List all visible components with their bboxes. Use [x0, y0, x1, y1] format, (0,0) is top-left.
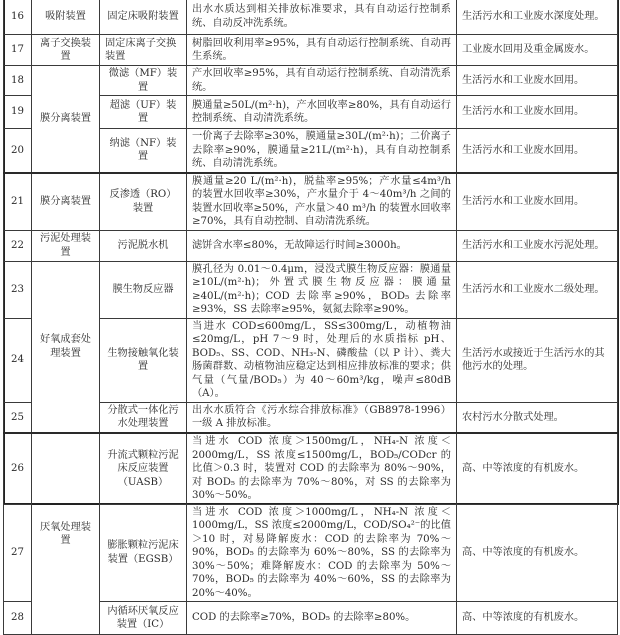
- application-cell: 高、中等浓度的有机废水。: [457, 433, 618, 504]
- category-cell: 好氧成套处理装置: [32, 261, 100, 433]
- requirement-cell: COD 的去除率≥70%，BOD₅ 的去除率≥80%。: [187, 602, 457, 635]
- requirement-cell: 膜通量≥50L/(m²·h)，产水回收率≥80%，具有自动运行控制系统、自动清洗系统。: [187, 96, 457, 129]
- device-cell: 膨胀颗粒污泥床装置（EGSB）: [100, 504, 187, 602]
- requirement-cell: 产水回收率≥95%，具有自动运行控制系统、自动清洗系统。: [187, 66, 457, 96]
- requirement-cell: 当进水 COD 浓度＞1500mg/L，NH₄-N 浓度＜2000mg/L，SS 浓度≤1500mg/L，BOD₅/CODcr 的比值＞0.3 时，装置对 COD 的去除率为 80%～90%，对 BOD₅ 的去除率为 70%～80%，对 SS 的去除率为 30%～50%。: [187, 433, 457, 504]
- device-cell: 污泥脱水机: [100, 230, 187, 261]
- device-cell: 超滤（UF）装置: [100, 96, 187, 129]
- device-cell: 内循环厌氧反应装置（IC）: [100, 602, 187, 635]
- row-number: 21: [4, 173, 32, 231]
- application-cell: 生活污水和工业废水回用。: [457, 96, 618, 129]
- row-number: 26: [4, 433, 32, 504]
- row-number: 17: [4, 35, 32, 66]
- category-cell: 污泥处理装置: [32, 230, 100, 261]
- requirement-cell: 出水水质符合《污水综合排放标准》（GB8978-1996）一级 A 排放标准。: [187, 402, 457, 433]
- application-cell: 高、中等浓度的有机废水。: [457, 504, 618, 602]
- device-cell: 固定床吸附装置: [100, 0, 187, 35]
- table-row: [4, 0, 618, 35]
- row-number: 25: [4, 402, 32, 433]
- row-number: 27: [4, 504, 32, 602]
- row-number: 18: [4, 66, 32, 96]
- requirement-cell: 膜通量≥20 L/(m²·h)，脱盐率≥95%；产水量≤4m³/h 的装置水回收率≥30%，产水量介于 4～40m³/h 之间的装置水回收率≥50%，产水量＞40 m³/h 的装置水回收率≥70%，具有自动控制、自动清洗系统。: [187, 173, 457, 231]
- requirement-cell: 当进水 COD 浓度＞1000mg/L，NH₄-N 浓度＜1000mg/L，SS 浓度≤2000mg/L，COD/SO₄²⁻的比值＞10 时，对易降解废水：COD 的去除率为 70%～90%，BOD₅ 的去除率为 60%～80%，SS 的去除率为 30%～50%；难降解废水：COD 的去除率为 50%～70%，BOD₅ 的去除率为 40%～60%，SS 的去除率为 20%～40%。: [187, 504, 457, 602]
- application-cell: 生活污水和工业废水深度处理。: [457, 0, 618, 35]
- table-row: [4, 173, 618, 231]
- application-cell: 工业废水回用及重金属废水。: [457, 35, 618, 66]
- category-cell: 吸附装置: [32, 0, 100, 35]
- application-cell: 高、中等浓度的有机废水。: [457, 602, 618, 635]
- application-cell: 生活污水和工业废水污泥处理。: [457, 230, 618, 261]
- requirement-cell: 树脂回收利用率≥95%，具有自动运行控制系统、自动再生系统。: [187, 35, 457, 66]
- requirement-cell: 当进水 COD≤600mg/L，SS≤300mg/L，动植物油≤20mg/L，pH 7～9 时，处理后的水质指标 pH、BOD₅、SS、COD、NH₃-N、磷酸盐（以 P 计）、粪大肠菌群数、动植物油应稳定达到相应排放标准的要求；供气量（气量/BOD₅）为 40～60m³/kg，噪声≤80dB（A）。: [187, 318, 457, 402]
- row-number: 28: [4, 602, 32, 635]
- requirement-cell: 一价离子去除率≥30%，膜通量≥30L/(m²·h)；二价离子去除率≥90%，膜通量≥21L/(m²·h)，具有自动控制系统、自动清洗系统。: [187, 129, 457, 173]
- table-row: [4, 261, 618, 318]
- device-cell: 升流式颗粒污泥床反应装置（UASB）: [100, 433, 187, 504]
- application-cell: 农村污水分散式处理。: [457, 402, 618, 433]
- requirement-cell: 膜孔径为 0.01～0.4μm，浸没式膜生物反应器：膜通量≥10L/(m²·h)；外置式膜生物反应器：膜通量≥40L/(m²·h)；COD 去除率≥90%，BOD₅ 去除率≥93%，SS 去除率≥95%，氨氮去除率≥90%。: [187, 261, 457, 318]
- row-number: 24: [4, 318, 32, 402]
- device-cell: 微滤（MF）装置: [100, 66, 187, 96]
- row-number: 23: [4, 261, 32, 318]
- table-row: [4, 35, 618, 66]
- category-cell: 离子交换装置: [32, 35, 100, 66]
- application-cell: 生活污水和工业废水回用。: [457, 129, 618, 173]
- device-cell: 纳滤（NF）装置: [100, 129, 187, 173]
- requirement-cell: 滤饼含水率≤80%，无故障运行时间≥3000h。: [187, 230, 457, 261]
- application-cell: 生活污水和工业废水二级处理。: [457, 261, 618, 318]
- category-cell: 膜分离装置: [32, 173, 100, 231]
- category-cell: 膜分离装置: [32, 66, 100, 173]
- device-cell: 生物接触氧化装置: [100, 318, 187, 402]
- application-cell: 生活污水或接近于生活污水的其他污水的处理。: [457, 318, 618, 402]
- application-cell: 生活污水和工业废水回用。: [457, 173, 618, 231]
- table-row: [4, 230, 618, 261]
- equipment-spec-table: [3, 0, 618, 635]
- requirement-cell: 出水水质达到相关排放标准要求，具有自动运行控制系统、自动反冲洗系统。: [187, 0, 457, 35]
- row-number: 16: [4, 0, 32, 35]
- row-number: 20: [4, 129, 32, 173]
- device-cell: 膜生物反应器: [100, 261, 187, 318]
- category-cell: 厌氧处理装置: [32, 433, 100, 635]
- row-number: 22: [4, 230, 32, 261]
- device-cell: 反渗透（RO）装置: [100, 173, 187, 231]
- table-row: [4, 66, 618, 96]
- device-cell: 分散式一体化污水处理装置: [100, 402, 187, 433]
- row-number: 19: [4, 96, 32, 129]
- application-cell: 生活污水和工业废水回用。: [457, 66, 618, 96]
- table-row: [4, 433, 618, 504]
- device-cell: 固定床离子交换装置: [100, 35, 187, 66]
